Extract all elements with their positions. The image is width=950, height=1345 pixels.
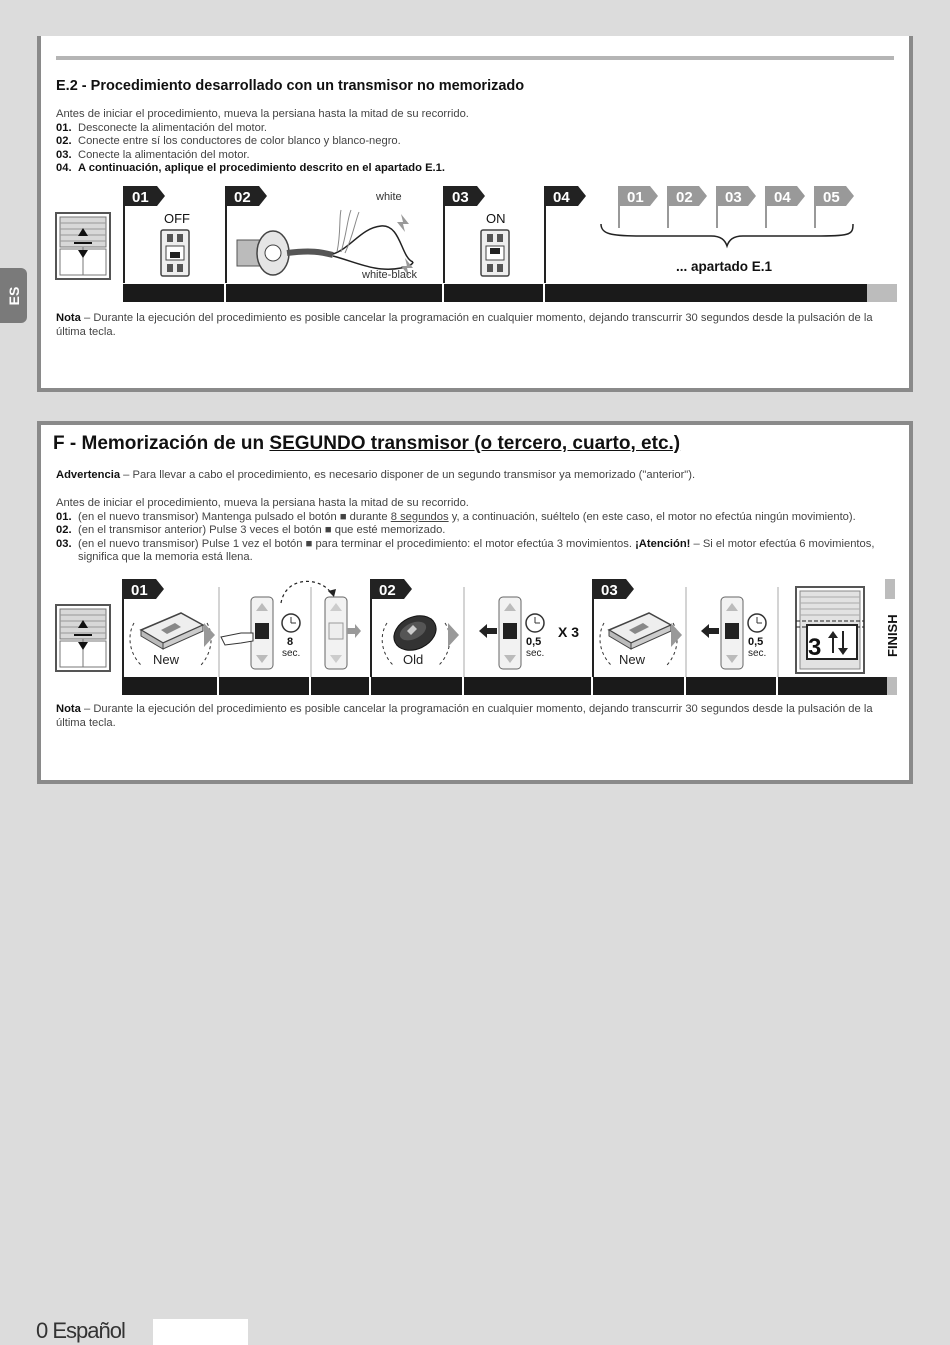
moves-count: 3 — [808, 634, 822, 661]
timeline-bar — [123, 284, 867, 302]
step-row: 01. Desconecte la alimentación del motor. — [56, 121, 268, 134]
arrow-right-icon — [448, 623, 459, 647]
sec-label: sec. — [282, 648, 301, 659]
new-label-1: New — [153, 652, 180, 667]
circuit-breaker-on-icon — [481, 230, 509, 276]
step-tag-01 — [124, 579, 164, 599]
step-row: 03. Conecte la alimentación del motor. — [56, 148, 250, 161]
section-e-panel — [37, 36, 913, 392]
clock-icon — [748, 614, 766, 632]
step-tag-02 — [227, 186, 267, 206]
step-row: 04. A continuación, aplique el procedimiento descrito en el apartado E.1. — [56, 162, 445, 175]
sub-step-flag — [716, 186, 756, 228]
svg-text:02: 02 — [379, 582, 396, 599]
wire-white-label: white — [376, 191, 402, 203]
step-tag-01 — [125, 186, 165, 206]
section-e-title: E.2 - Procedimiento desarrollado con un transmisor no memorizado — [56, 78, 525, 94]
step-row: 01. (en el nuevo transmisor) Mantenga pulsado el botón ■ durante 8 segundos y, a continuación, suéltelo (en este caso, el motor no efectúa ningún movimiento). — [56, 510, 856, 523]
section-e-note: Nota – Durante la ejecución del procedimiento es posible cancelar la programación en cualquier momento, dejando transcurrir 30 segundos desde la pulsación de la última tecla. — [56, 312, 873, 338]
seconds-8: 8 — [287, 636, 294, 648]
language-tab-label: ES — [5, 286, 22, 305]
sub-step-flag — [765, 186, 805, 228]
svg-text:03: 03 — [725, 189, 742, 206]
sub-step-flag — [618, 186, 658, 228]
transmitter-release-icon — [325, 597, 361, 669]
wire-white-black-label: white-black — [362, 269, 418, 281]
seconds-05: 0,5 — [748, 636, 764, 648]
seconds-05: 0,5 — [526, 636, 542, 648]
section-f-warning: Advertencia – Para llevar a cabo el procedimiento, es necesario disponer de un segundo transmisor ya memorizado ("anterior"). — [56, 469, 696, 481]
timeline-end — [887, 677, 897, 695]
section-f-note: Nota – Durante la ejecución del procedimiento es posible cancelar la programación en cualquier momento, dejando transcurrir 30 segundos desde la pulsación de la última tecla. — [56, 703, 873, 729]
step-row: 02. (en el transmisor anterior) Pulse 3 veces el botón ■ que esté memorizado. — [56, 524, 446, 537]
step-tag-03 — [445, 186, 485, 206]
section-f-text — [56, 497, 902, 565]
shutter-moves-icon — [796, 587, 864, 673]
sec-label: sec. — [748, 648, 767, 659]
old-label: Old — [403, 652, 424, 667]
footer-page-label: 0 Español — [36, 1318, 125, 1343]
section-f-intro: Antes de iniciar el procedimiento, mueva la persiana hasta la mitad de su recorrido. — [56, 497, 469, 509]
step-row: 02. Conecte entre sí los conductores de color blanco y blanco-negro. — [56, 135, 401, 148]
step-tag-03 — [594, 579, 634, 599]
arrow-right-icon — [204, 623, 215, 647]
svg-text:03: 03 — [601, 582, 618, 599]
finish-bar-top — [885, 579, 895, 599]
window-shutter-icon — [56, 213, 110, 279]
sec-label: sec. — [526, 648, 545, 659]
apartado-ref: ... apartado E.1 — [676, 259, 773, 274]
finish-label: FINISH — [885, 614, 900, 657]
svg-text:03: 03 — [452, 189, 469, 206]
section-e-diagram — [41, 178, 909, 306]
timeline-bar — [122, 677, 887, 695]
hand-press-icon — [221, 597, 273, 669]
section-f-panel — [37, 421, 913, 784]
transmitter-press-icon — [479, 597, 521, 669]
step-row: 03. (en el nuevo transmisor) Pulse 1 vez el botón ■ para terminar el procedimiento: el motor efectúa 3 movimientos. ¡Atención! – Si el motor efectúa 6 movimientos, significa que la memoria está llena. — [56, 537, 875, 564]
sub-step-flag — [814, 186, 854, 228]
timeline-end — [867, 284, 897, 302]
svg-text:02: 02 — [676, 189, 693, 206]
svg-text:01: 01 — [627, 189, 644, 206]
svg-text:02: 02 — [234, 189, 251, 206]
dotted-arrow — [281, 581, 331, 603]
off-label: OFF — [164, 211, 190, 226]
section-f-diagram — [41, 575, 909, 700]
window-shutter-icon — [56, 605, 110, 671]
clock-icon — [282, 614, 300, 632]
section-f-title: F - Memorización de un SEGUNDO transmisor (o tercero, cuarto, etc.) — [53, 433, 681, 454]
section-e-text — [56, 108, 902, 176]
circuit-breaker-off-icon — [161, 230, 189, 276]
new-label-2: New — [619, 652, 646, 667]
times-3: X 3 — [558, 624, 580, 640]
footer-box — [153, 1319, 248, 1345]
section-e-intro: Antes de iniciar el procedimiento, mueva la persiana hasta la mitad de su recorrido. — [56, 108, 469, 120]
svg-text:01: 01 — [132, 189, 149, 206]
on-label: ON — [486, 211, 506, 226]
svg-text:05: 05 — [823, 189, 840, 206]
motor-wires-icon — [237, 210, 413, 276]
transmitter-press-icon — [701, 597, 743, 669]
step-tag-04 — [546, 186, 586, 206]
clock-icon — [526, 614, 544, 632]
step-tag-02 — [372, 579, 412, 599]
svg-text:04: 04 — [553, 189, 570, 206]
svg-text:04: 04 — [774, 189, 791, 206]
arrow-right-icon — [671, 623, 682, 647]
language-tab — [0, 268, 27, 323]
sub-step-flag — [667, 186, 707, 228]
top-divider — [56, 56, 894, 60]
svg-text:01: 01 — [131, 582, 148, 599]
